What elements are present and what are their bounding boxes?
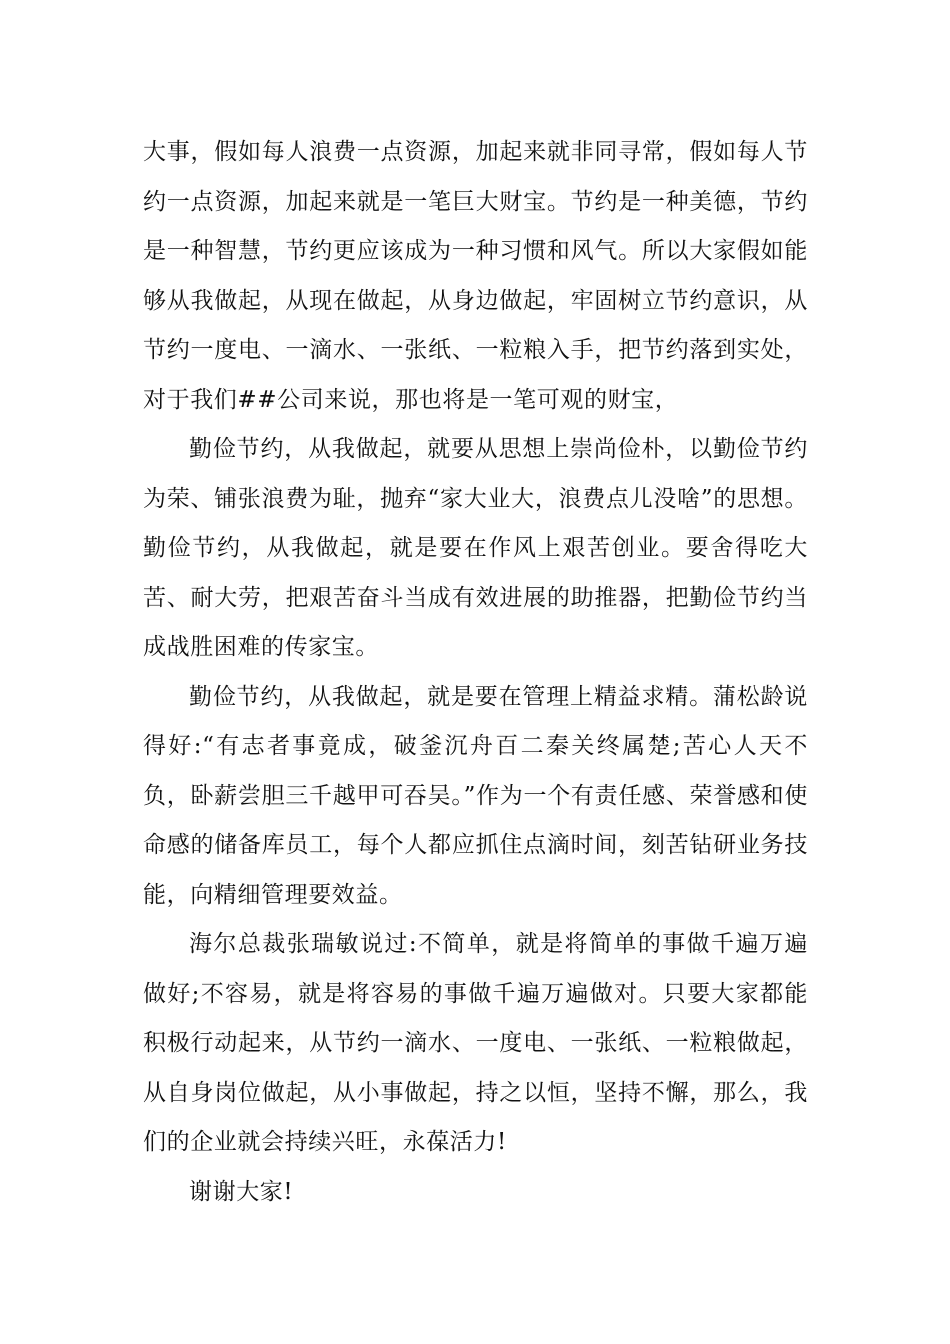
paragraph-continuation: 大事，假如每人浪费一点资源，加起来就非同寻常，假如每人节约一点资源，加起来就是一笔巨大财宝。节约是一种美德，节约是一种智慧，节约更应该成为一种习惯和风气。所以大家假如能够从我做起，从现在做起，从身边做起，牢固树立节约意识，从节约一度电、一滴水、一张纸、一粒粮入手，把节约落到实处，对于我们##公司来说，那也将是一笔可观的财宝， — [143, 139, 808, 413]
paragraph-management: 勤俭节约，从我做起，就是要在管理上精益求精。蒲松龄说得好:“有志者事竟成，破釜沉舟百二秦关终属楚;苦心人天不负，卧薪尝胆三千越甲可吞吴。”作为一个有责任感、荣誉感和使命感的储备库员工，每个人都应抓住点滴时间，刻苦钻研业务技能，向精细管理要效益。 — [143, 683, 808, 908]
paragraph-haier-quote: 海尔总裁张瑞敏说过:不简单，就是将简单的事做千遍万遍做好;不容易，就是将容易的事做千遍万遍做对。只要大家都能积极行动起来，从节约一滴水、一度电、一张纸、一粒粮做起，从自身岗位做起，从小事做起，持之以恒，坚持不懈，那么，我们的企业就会持续兴旺，永葆活力! — [143, 931, 808, 1155]
document-body — [143, 128, 808, 1217]
paragraph-thought: 勤俭节约，从我做起，就要从思想上崇尚俭朴，以勤俭节约为荣、铺张浪费为耻，抛弃“家大业大，浪费点儿没啥”的思想。勤俭节约，从我做起，就是要在作风上艰苦创业。要舍得吃大苦、耐大劳，把艰苦奋斗当成有效进展的助推器，把勤俭节约当成战胜困难的传家宝。 — [143, 436, 808, 660]
paragraph-thanks: 谢谢大家! — [189, 1178, 294, 1205]
